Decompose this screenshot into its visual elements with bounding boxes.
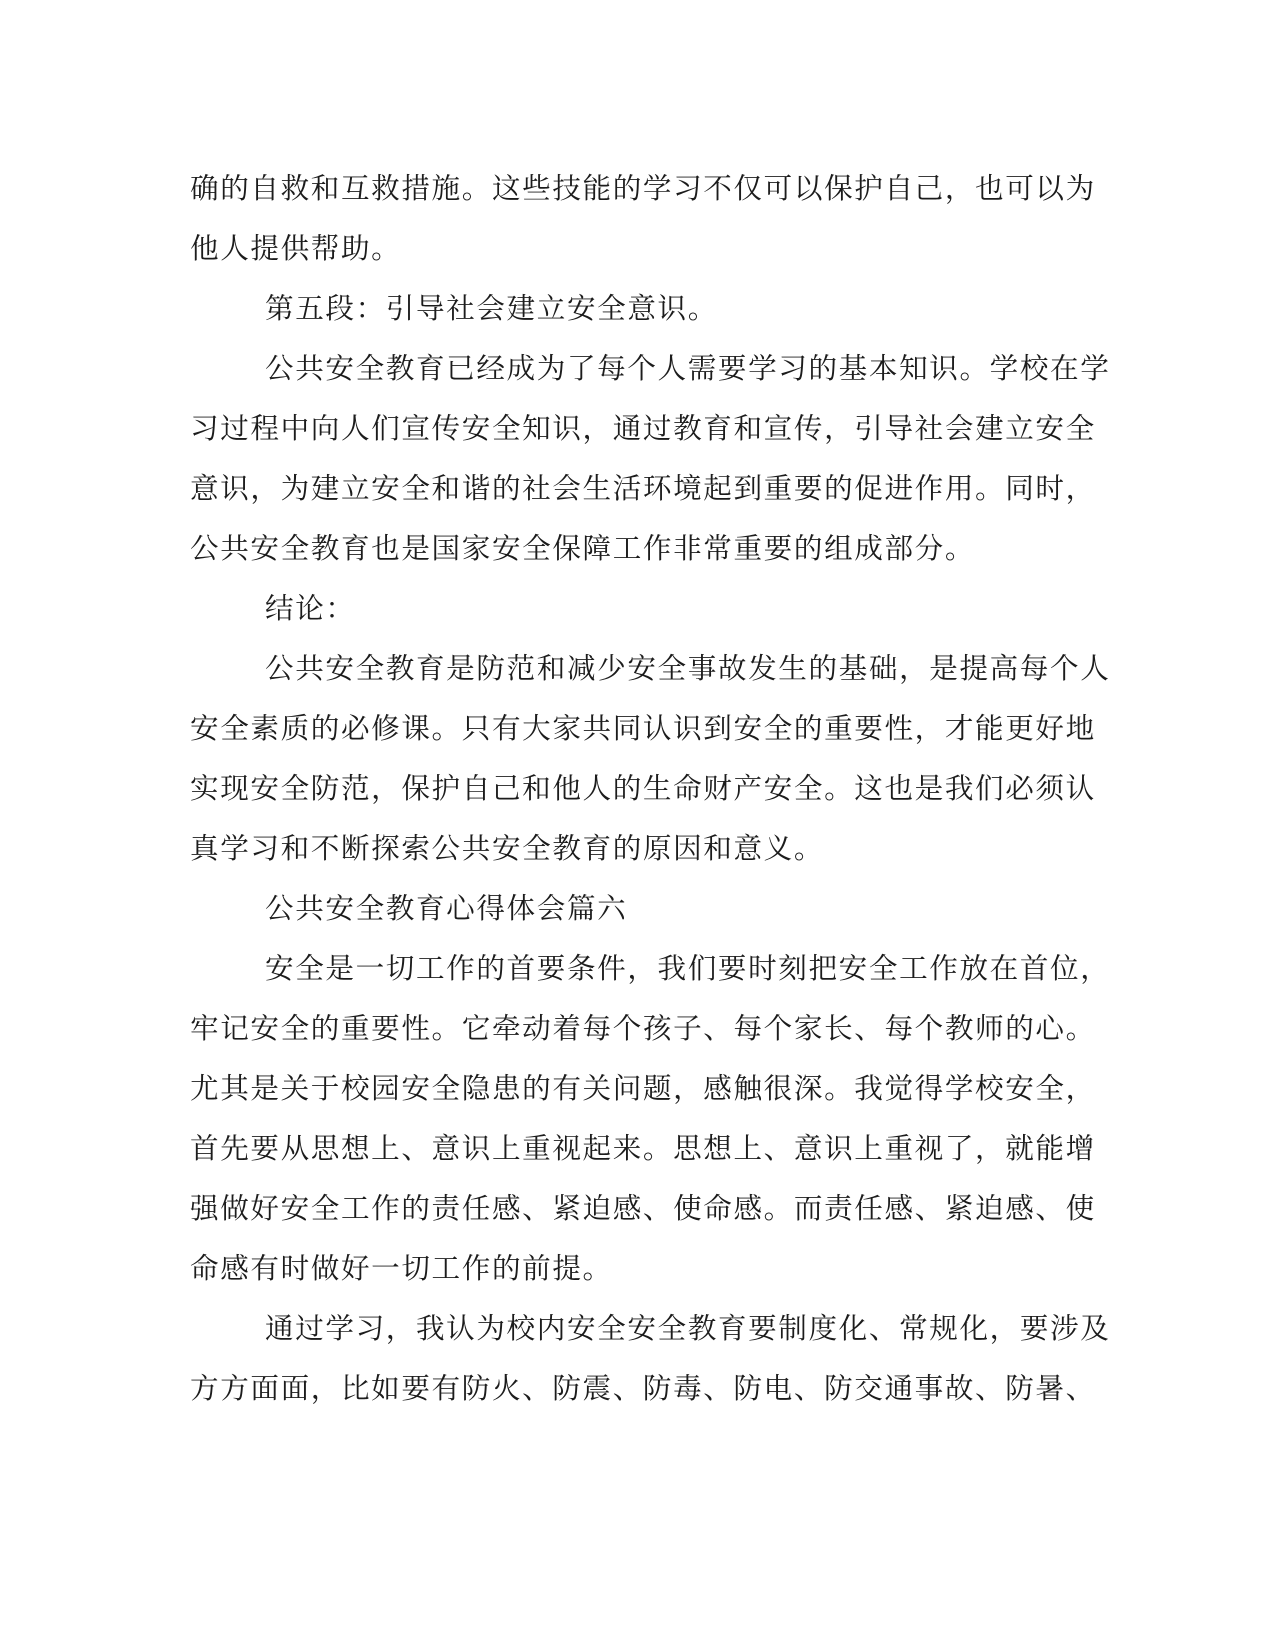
paragraph-first-line: 公共安全教育是防范和减少安全事故发生的基础，是提高每个人 <box>265 651 1111 685</box>
text-line: 强做好安全工作的责任感、紧迫感、使命感。而责任感、紧迫感、使 <box>190 1191 1096 1225</box>
document-body <box>190 158 1111 1418</box>
text-line: 公共安全教育也是国家安全保障工作非常重要的组成部分。 <box>190 531 976 565</box>
paragraph-first-line: 通过学习，我认为校内安全安全教育要制度化、常规化，要涉及 <box>265 1311 1111 1345</box>
text-line: 命感有时做好一切工作的前提。 <box>190 1251 613 1285</box>
text-line: 方方面面，比如要有防火、防震、防毒、防电、防交通事故、防暑、 <box>190 1371 1096 1405</box>
text-line: 安全素质的必修课。只有大家共同认识到安全的重要性，才能更好地 <box>190 711 1096 745</box>
text-line: 他人提供帮助。 <box>190 231 402 265</box>
section-heading: 第五段：引导社会建立安全意识。 <box>265 291 718 325</box>
text-line: 实现安全防范，保护自己和他人的生命财产安全。这也是我们必须认 <box>190 771 1096 805</box>
text-line: 首先要从思想上、意识上重视起来。思想上、意识上重视了，就能增 <box>190 1131 1096 1165</box>
section-heading: 结论： <box>265 591 356 625</box>
paragraph-first-line: 安全是一切工作的首要条件，我们要时刻把安全工作放在首位， <box>265 951 1111 985</box>
text-line: 牢记安全的重要性。它牵动着每个孩子、每个家长、每个教师的心。 <box>190 1011 1096 1045</box>
text-line: 尤其是关于校园安全隐患的有关问题，感触很深。我觉得学校安全， <box>190 1071 1096 1105</box>
text-line: 真学习和不断探索公共安全教育的原因和意义。 <box>190 831 825 865</box>
text-line: 习过程中向人们宣传安全知识，通过教育和宣传，引导社会建立安全 <box>190 411 1096 445</box>
text-line: 意识，为建立安全和谐的社会生活环境起到重要的促进作用。同时， <box>190 471 1096 505</box>
paragraph-first-line: 公共安全教育已经成为了每个人需要学习的基本知识。学校在学 <box>265 351 1111 385</box>
article-title: 公共安全教育心得体会篇六 <box>265 891 628 925</box>
text-line: 确的自救和互救措施。这些技能的学习不仅可以保护自己，也可以为 <box>190 171 1096 205</box>
